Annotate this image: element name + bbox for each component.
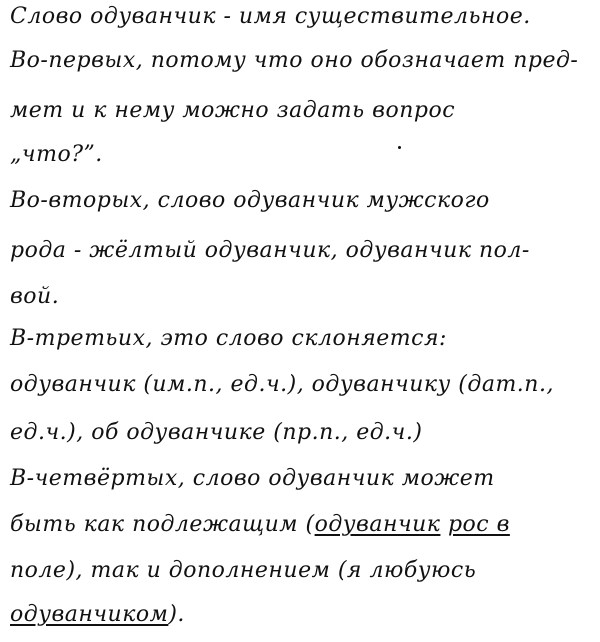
text-line-11: В-четвёртых, слово одуванчик может <box>10 466 495 491</box>
text-line-12 <box>10 512 510 537</box>
line14-suffix: ). <box>168 602 185 627</box>
text-line-10: ед.ч.), об одуванчике (пр.п., ед.ч.) <box>10 420 423 445</box>
text-line-2: Во-первых, потому что оно обозначает пред- <box>10 48 579 73</box>
text-line-5: Во-вторых, слово одуванчик мужского <box>10 188 490 213</box>
text-line-13: поле), так и дополнением (я любуюсь <box>10 558 477 583</box>
text-line-1: Слово одуванчик - имя существительное. <box>10 4 531 29</box>
text-line-3: мет и к нему можно задать вопрос <box>10 98 456 123</box>
text-line-6: рода - жёлтый одуванчик, одуванчик пол- <box>10 238 530 263</box>
underlined-object: одуванчиком <box>10 602 169 627</box>
text-line-14 <box>10 602 185 627</box>
line12-prefix: быть как подлежащим ( <box>10 512 315 537</box>
line12-space <box>440 512 448 537</box>
underlined-subject: одуванчик <box>314 512 441 537</box>
text-line-4: „что?”. <box>10 142 103 167</box>
text-line-8: В-третьих, это слово склоняется: <box>10 326 447 351</box>
ink-dot <box>398 146 401 149</box>
underlined-verb: рос в <box>447 512 510 537</box>
text-line-9: одуванчик (им.п., ед.ч.), одуванчику (дат.п., <box>10 372 554 397</box>
text-line-7: вой. <box>10 284 60 309</box>
